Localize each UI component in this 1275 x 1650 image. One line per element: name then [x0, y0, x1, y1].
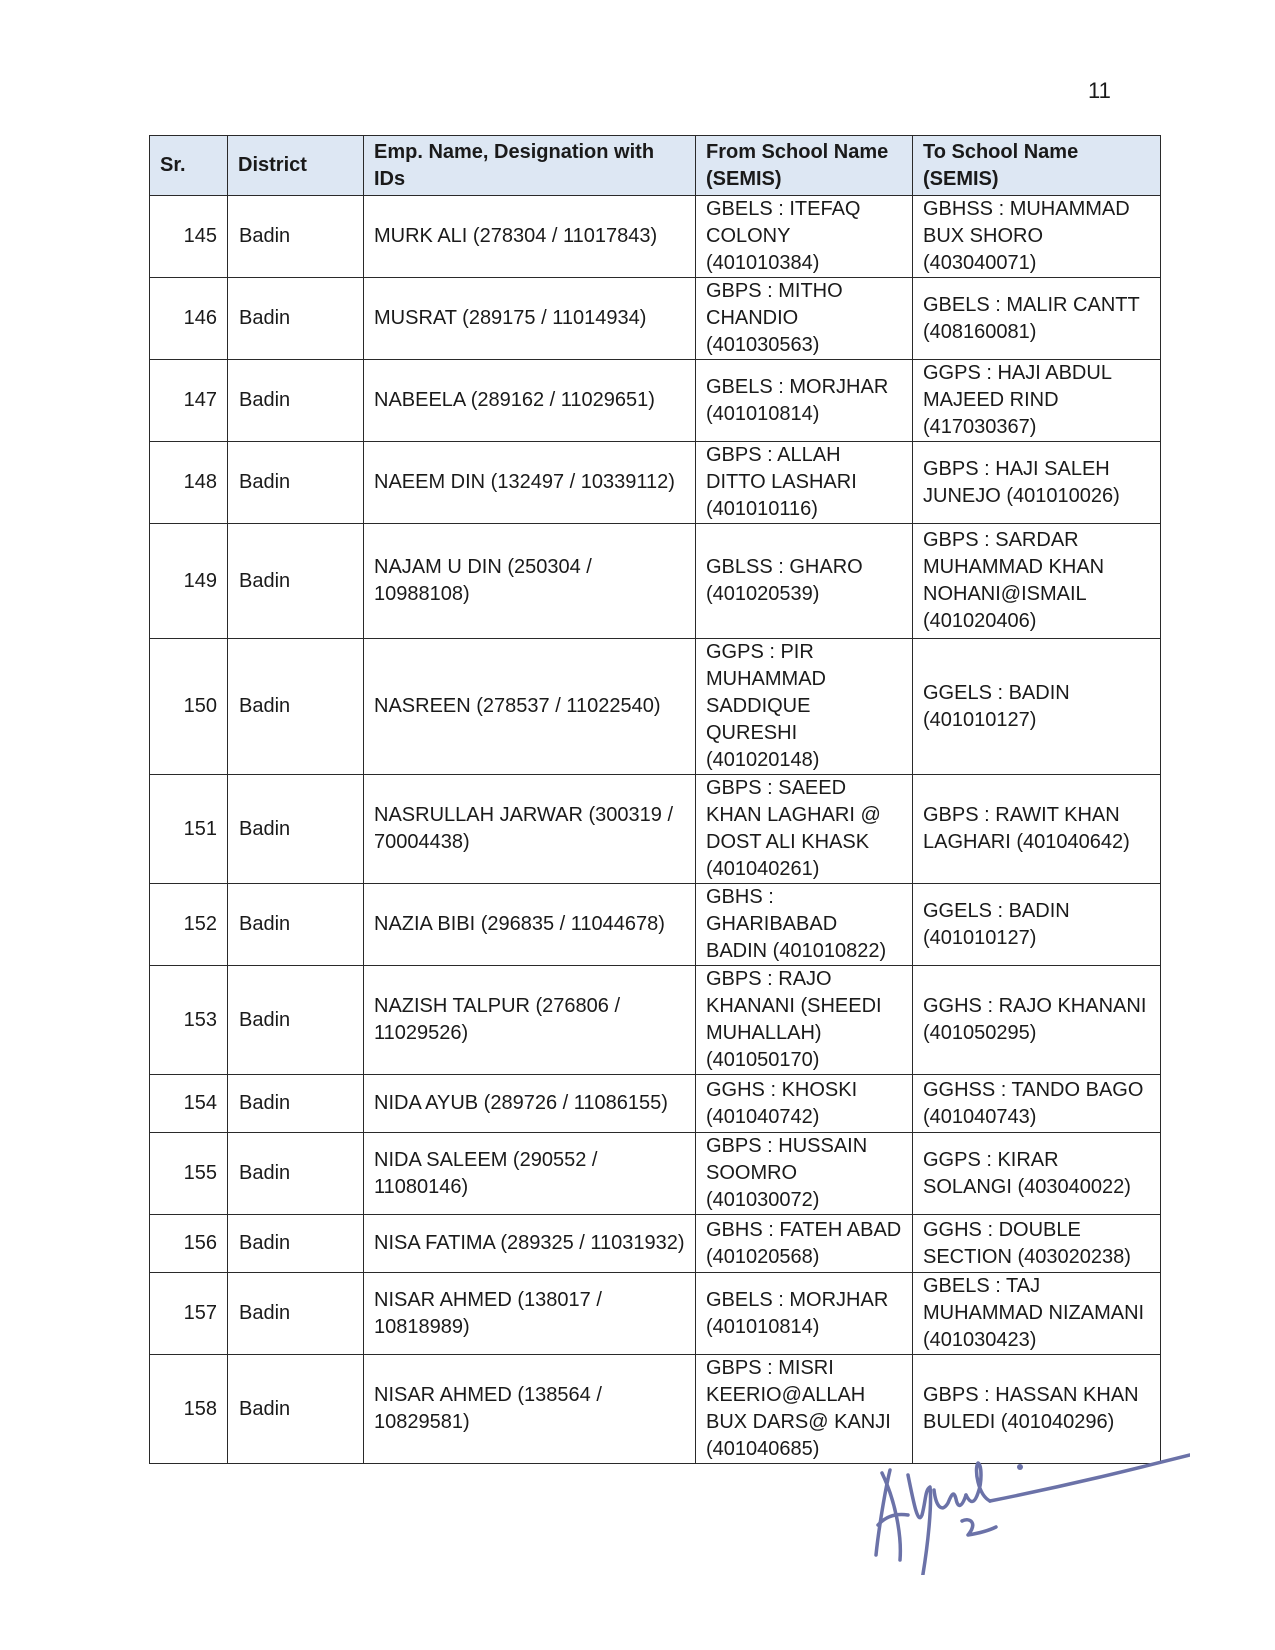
cell-from-school: GGHS : KHOSKI (401040742)	[696, 1075, 913, 1133]
cell-district: Badin	[228, 1273, 364, 1355]
table-row	[150, 524, 1161, 639]
table-row	[150, 1075, 1161, 1133]
cell-sr: 145	[150, 196, 228, 278]
cell-from-school: GBHS : GHARIBABAD BADIN (401010822)	[696, 884, 913, 966]
cell-from-school: GBLSS : GHARO (401020539)	[696, 524, 913, 639]
cell-sr: 150	[150, 639, 228, 775]
signature	[870, 1395, 1190, 1575]
table-row	[150, 884, 1161, 966]
cell-employee: NAZIA BIBI (296835 / 11044678)	[364, 884, 696, 966]
header-employee: Emp. Name, Designation with IDs	[364, 136, 696, 196]
cell-sr: 149	[150, 524, 228, 639]
cell-to-school: GGHS : RAJO KHANANI (401050295)	[913, 966, 1161, 1075]
cell-district: Badin	[228, 639, 364, 775]
cell-employee: NAEEM DIN (132497 / 10339112)	[364, 442, 696, 524]
cell-from-school: GBELS : MORJHAR (401010814)	[696, 1273, 913, 1355]
cell-district: Badin	[228, 966, 364, 1075]
cell-to-school: GBELS : TAJ MUHAMMAD NIZAMANI (401030423)	[913, 1273, 1161, 1355]
cell-to-school: GBPS : HASSAN KHAN BULEDI (401040296)	[913, 1355, 1161, 1464]
cell-district: Badin	[228, 1133, 364, 1215]
cell-to-school: GGPS : KIRAR SOLANGI (403040022)	[913, 1133, 1161, 1215]
cell-employee: MURK ALI (278304 / 11017843)	[364, 196, 696, 278]
table-row	[150, 196, 1161, 278]
cell-to-school: GGPS : HAJI ABDUL MAJEED RIND (417030367)	[913, 360, 1161, 442]
cell-to-school: GBPS : RAWIT KHAN LAGHARI (401040642)	[913, 775, 1161, 884]
cell-employee: NIDA AYUB (289726 / 11086155)	[364, 1075, 696, 1133]
cell-district: Badin	[228, 442, 364, 524]
cell-employee: NAZISH TALPUR (276806 / 11029526)	[364, 966, 696, 1075]
cell-district: Badin	[228, 278, 364, 360]
page-number: 11	[1088, 78, 1111, 103]
cell-district: Badin	[228, 360, 364, 442]
table-row	[150, 360, 1161, 442]
table-row	[150, 1133, 1161, 1215]
cell-to-school: GGHSS : TANDO BAGO (401040743)	[913, 1075, 1161, 1133]
cell-sr: 152	[150, 884, 228, 966]
cell-employee: NAJAM U DIN (250304 / 10988108)	[364, 524, 696, 639]
cell-sr: 146	[150, 278, 228, 360]
cell-from-school: GBPS : ALLAH DITTO LASHARI (401010116)	[696, 442, 913, 524]
cell-to-school: GBPS : HAJI SALEH JUNEJO (401010026)	[913, 442, 1161, 524]
cell-to-school: GGELS : BADIN (401010127)	[913, 639, 1161, 775]
cell-to-school: GGHS : DOUBLE SECTION (403020238)	[913, 1215, 1161, 1273]
cell-employee: NASREEN (278537 / 11022540)	[364, 639, 696, 775]
cell-district: Badin	[228, 884, 364, 966]
cell-from-school: GBPS : SAEED KHAN LAGHARI @ DOST ALI KHASK (401040261)	[696, 775, 913, 884]
table-header-row	[150, 136, 1161, 196]
table-row	[150, 966, 1161, 1075]
table-row	[150, 1215, 1161, 1273]
cell-district: Badin	[228, 1215, 364, 1273]
table-row	[150, 775, 1161, 884]
cell-sr: 147	[150, 360, 228, 442]
cell-sr: 156	[150, 1215, 228, 1273]
cell-from-school: GGPS : PIR MUHAMMAD SADDIQUE QURESHI (401020148)	[696, 639, 913, 775]
cell-from-school: GBELS : ITEFAQ COLONY (401010384)	[696, 196, 913, 278]
table-row	[150, 639, 1161, 775]
cell-employee: MUSRAT (289175 / 11014934)	[364, 278, 696, 360]
cell-district: Badin	[228, 524, 364, 639]
cell-sr: 148	[150, 442, 228, 524]
cell-employee: NASRULLAH JARWAR (300319 / 70004438)	[364, 775, 696, 884]
table-row	[150, 278, 1161, 360]
cell-sr: 155	[150, 1133, 228, 1215]
cell-to-school: GBPS : SARDAR MUHAMMAD KHAN NOHANI@ISMAIL (401020406)	[913, 524, 1161, 639]
cell-employee: NISA FATIMA (289325 / 11031932)	[364, 1215, 696, 1273]
cell-employee: NISAR AHMED (138564 / 10829581)	[364, 1355, 696, 1464]
header-sr: Sr.	[150, 136, 228, 196]
cell-employee: NISAR AHMED (138017 / 10818989)	[364, 1273, 696, 1355]
cell-to-school: GBHSS : MUHAMMAD BUX SHORO (403040071)	[913, 196, 1161, 278]
cell-sr: 153	[150, 966, 228, 1075]
cell-sr: 154	[150, 1075, 228, 1133]
cell-district: Badin	[228, 1075, 364, 1133]
transfer-table	[149, 135, 1161, 1464]
cell-employee: NABEELA (289162 / 11029651)	[364, 360, 696, 442]
cell-district: Badin	[228, 1355, 364, 1464]
cell-employee: NIDA SALEEM (290552 / 11080146)	[364, 1133, 696, 1215]
header-district: District	[228, 136, 364, 196]
cell-from-school: GBELS : MORJHAR (401010814)	[696, 360, 913, 442]
cell-to-school: GGELS : BADIN (401010127)	[913, 884, 1161, 966]
cell-sr: 151	[150, 775, 228, 884]
cell-from-school: GBPS : MITHO CHANDIO (401030563)	[696, 278, 913, 360]
cell-from-school: GBPS : MISRI KEERIO@ALLAH BUX DARS@ KANJI (401040685)	[696, 1355, 913, 1464]
cell-from-school: GBHS : FATEH ABAD (401020568)	[696, 1215, 913, 1273]
header-to-school: To School Name (SEMIS)	[913, 136, 1161, 196]
header-from-school: From School Name (SEMIS)	[696, 136, 913, 196]
cell-from-school: GBPS : RAJO KHANANI (SHEEDI MUHALLAH) (401050170)	[696, 966, 913, 1075]
cell-sr: 158	[150, 1355, 228, 1464]
table-row	[150, 442, 1161, 524]
cell-district: Badin	[228, 196, 364, 278]
cell-sr: 157	[150, 1273, 228, 1355]
table-body	[150, 196, 1161, 1464]
cell-from-school: GBPS : HUSSAIN SOOMRO (401030072)	[696, 1133, 913, 1215]
cell-district: Badin	[228, 775, 364, 884]
cell-to-school: GBELS : MALIR CANTT (408160081)	[913, 278, 1161, 360]
table-row	[150, 1273, 1161, 1355]
